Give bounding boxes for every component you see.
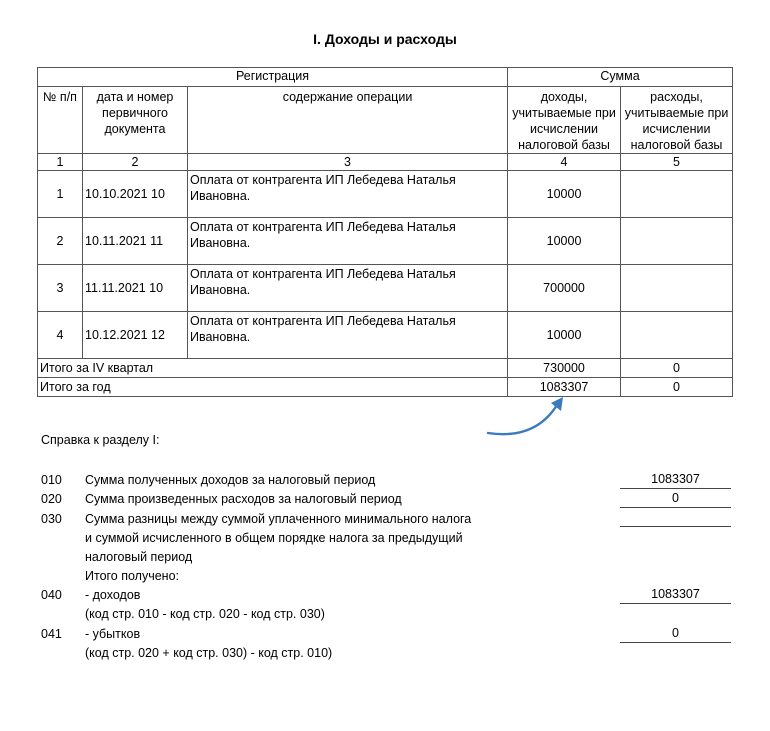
row-document: 10.11.2021 11 [83, 218, 188, 265]
row-document: 10.12.2021 12 [83, 312, 188, 359]
curved-arrow-icon [485, 395, 575, 440]
row-expense [621, 171, 733, 218]
col-header-document: дата и номер первичного документа [83, 87, 188, 154]
line-value-030 [620, 510, 731, 527]
total-label: Итого за IV квартал [38, 359, 508, 378]
col-header-income: доходы, учитываемые при исчислении налоговой базы [508, 87, 621, 154]
line-text: Сумма полученных доходов за налоговый период [85, 473, 376, 487]
line-text: (код стр. 020 + код стр. 030) - код стр. 010) [85, 646, 333, 660]
col-number: 3 [188, 154, 508, 171]
table-row [38, 265, 733, 312]
total-row-quarter [38, 359, 733, 378]
line-text: Итого получено: [85, 569, 180, 583]
header-sum: Сумма [508, 68, 733, 87]
line-text: Сумма разницы между суммой уплаченного минимального налога [85, 512, 472, 526]
line-text: - доходов [85, 588, 141, 602]
total-label: Итого за год [38, 378, 508, 397]
reference-heading: Справка к разделу I: [41, 433, 160, 447]
line-value-041: 0 [620, 626, 731, 643]
table-row [38, 312, 733, 359]
row-number: 4 [38, 312, 83, 359]
row-number: 3 [38, 265, 83, 312]
col-header-number: № п/п [38, 87, 83, 154]
total-expense: 0 [621, 378, 733, 397]
total-row-year [38, 378, 733, 397]
section-title: I. Доходы и расходы [313, 31, 457, 47]
row-number: 1 [38, 171, 83, 218]
col-header-expense: расходы, учитываемые при исчислении налоговой базы [621, 87, 733, 154]
line-code: 041 [41, 627, 62, 641]
total-expense: 0 [621, 359, 733, 378]
row-description: Оплата от контрагента ИП Лебедева Наталья Ивановна. [188, 312, 508, 359]
line-code: 030 [41, 512, 62, 526]
row-expense [621, 265, 733, 312]
table-row [38, 218, 733, 265]
row-income: 10000 [508, 312, 621, 359]
row-document: 11.11.2021 10 [83, 265, 188, 312]
row-description: Оплата от контрагента ИП Лебедева Наталья Ивановна. [188, 265, 508, 312]
income-expense-table [37, 67, 733, 397]
col-number: 5 [621, 154, 733, 171]
col-number: 1 [38, 154, 83, 171]
line-code: 010 [41, 473, 62, 487]
row-income: 10000 [508, 218, 621, 265]
row-description: Оплата от контрагента ИП Лебедева Наталья Ивановна. [188, 171, 508, 218]
row-expense [621, 312, 733, 359]
row-income: 10000 [508, 171, 621, 218]
line-code: 020 [41, 492, 62, 506]
total-income: 730000 [508, 359, 621, 378]
line-text: Сумма произведенных расходов за налоговый период [85, 492, 402, 506]
col-number: 2 [83, 154, 188, 171]
line-text: налоговый период [85, 550, 193, 564]
total-income: 1083307 [508, 378, 621, 397]
line-text: и суммой исчисленного в общем порядке налога за предыдущий [85, 531, 463, 545]
line-value-010: 1083307 [620, 472, 731, 489]
line-value-040: 1083307 [620, 587, 731, 604]
row-description: Оплата от контрагента ИП Лебедева Наталья Ивановна. [188, 218, 508, 265]
header-registration: Регистрация [38, 68, 508, 87]
row-number: 2 [38, 218, 83, 265]
line-text: - убытков [85, 627, 141, 641]
row-document: 10.10.2021 10 [83, 171, 188, 218]
row-expense [621, 218, 733, 265]
col-number: 4 [508, 154, 621, 171]
line-code: 040 [41, 588, 62, 602]
table-row [38, 171, 733, 218]
line-text: (код стр. 010 - код стр. 020 - код стр. 030) [85, 607, 325, 621]
col-header-description: содержание операции [188, 87, 508, 154]
row-income: 700000 [508, 265, 621, 312]
line-value-020: 0 [620, 491, 731, 508]
